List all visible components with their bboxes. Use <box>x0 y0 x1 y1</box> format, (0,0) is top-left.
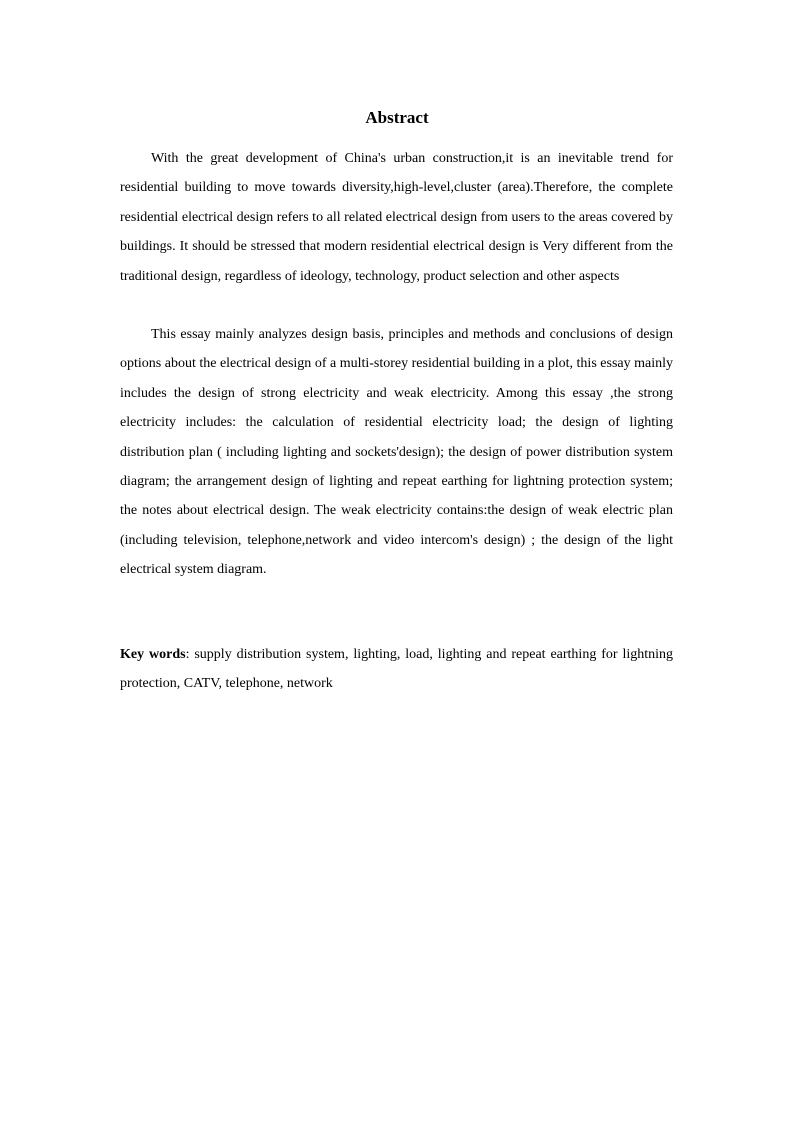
keywords-label: Key words <box>120 647 186 662</box>
keywords-text: supply distribution system, lighting, load, lighting and repeat earthing for lightning protection, CATV, telephone, network <box>120 647 673 692</box>
keywords-separator: : <box>185 647 195 662</box>
abstract-paragraph-2: This essay mainly analyzes design basis, principles and methods and conclusions of design options about the electrical design of a multi-storey residential building in a plot, this essay mainly includes the design of strong electricity and weak electricity. Among this essay ,the strong electricity includes: the calculation of residential electricity load; the design of lighting distribution plan ( including lighting and sockets'design); the design of power distribution system diagram; the arrangement design of lighting and repeat earthing for lightning protection system; the notes about electrical design. The weak electricity contains:the design of weak electric plan (including television, telephone,network and video intercom's design) ; the design of the light electrical system diagram. <box>120 327 673 578</box>
keywords-line <box>120 640 673 699</box>
abstract-title: Abstract <box>365 108 429 127</box>
abstract-paragraph-1: With the great development of China's urban construction,it is an inevitable trend for residential building to move towards diversity,high-level,cluster (area).Therefore, the complete residential electrical design refers to all related electrical design from users to the areas covered by buildings. It should be stressed that modern residential electrical design is Very different from the traditional design, regardless of ideology, technology, product selection and other aspects <box>120 151 673 284</box>
